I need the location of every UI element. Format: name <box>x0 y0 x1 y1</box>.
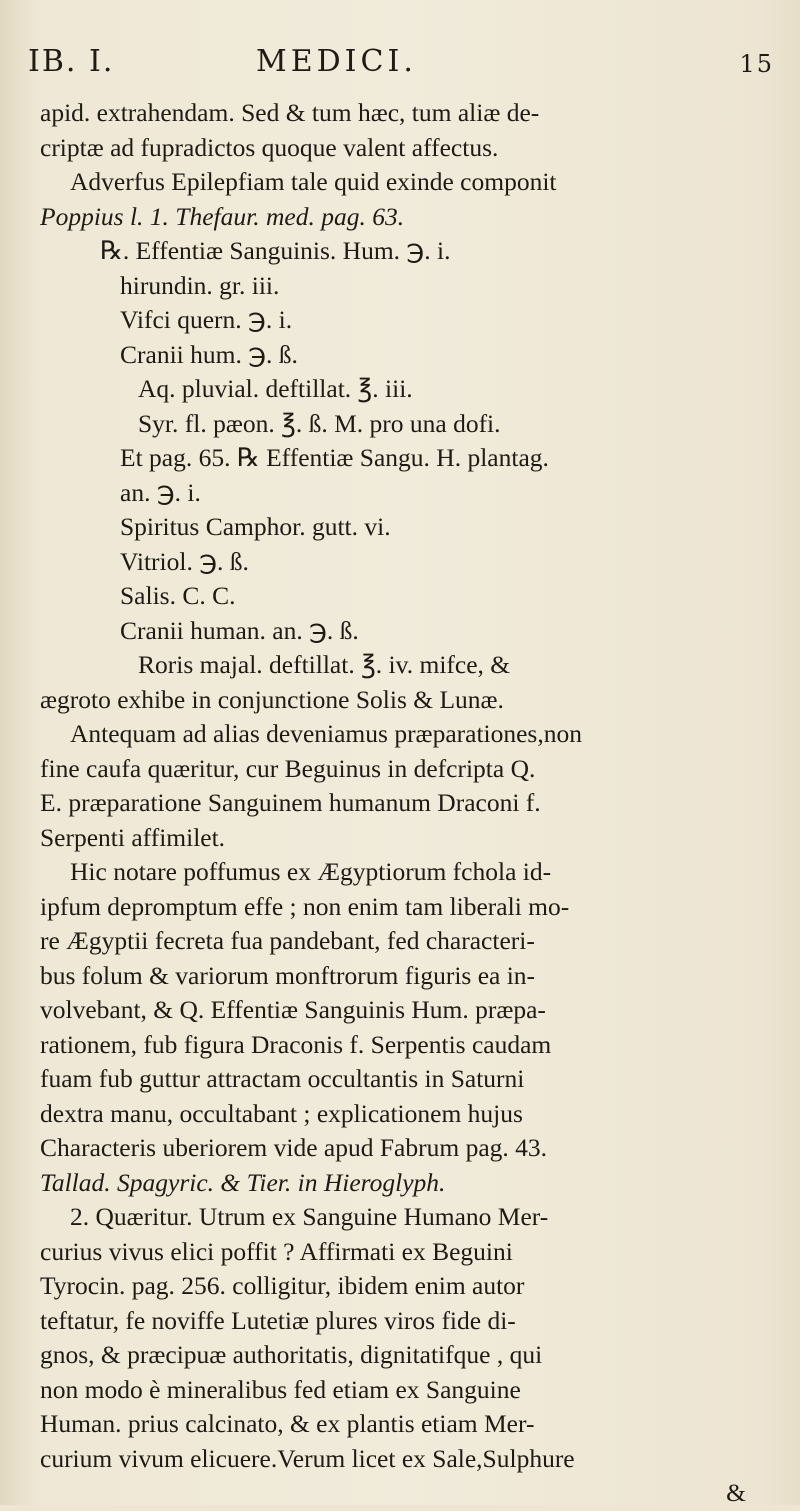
header-book-number: IB. I. <box>28 44 115 79</box>
text-line: criptæ ad fupradictos quoque valent affectus. <box>40 132 499 162</box>
text-line: Poppius l. 1. Thefaur. med. pag. 63. <box>40 201 405 231</box>
catchword: & <box>726 1478 746 1507</box>
text-line: hirundin. gr. iii. <box>120 270 280 300</box>
text-line: Serpenti affimilet. <box>40 822 226 852</box>
text-line: an. ℈. i. <box>120 477 201 507</box>
text-line: Human. prius calcinato, & ex plantis etiam Mer- <box>40 1409 535 1438</box>
text-line: re Ægyptii fecreta fua pandebant, fed characteri- <box>40 926 535 955</box>
text-line: curium vivum elicuere.Verum licet ex Sale,Sulphure <box>40 1443 575 1473</box>
text-line: E. præparatione Sanguinem humanum Draconi f. <box>40 788 541 817</box>
body-text <box>40 96 780 1511</box>
text-line: Spiritus Camphor. gutt. vi. <box>120 512 391 541</box>
text-line: Aq. pluvial. deftillat. ℥. iii. <box>138 374 413 403</box>
text-line: volvebant, & Q. Effentiæ Sanguinis Hum. præpa- <box>40 995 546 1024</box>
text-line: teftatur, fe noviffe Lutetiæ plures viros fide di- <box>40 1305 516 1335</box>
text-line: ℞. Effentiæ Sanguinis. Hum. ℈. i. <box>100 236 451 265</box>
text-line: Vifci quern. ℈. i. <box>120 305 293 334</box>
text-line: apid. extrahendam. Sed & tum hæc, tum aliæ de- <box>40 98 540 127</box>
text-line: 2. Quæritur. Utrum ex Sanguine Humano Mer- <box>70 1202 549 1231</box>
text-line: Tallad. Spagyric. & Tier. in Hieroglyph. <box>40 1167 446 1197</box>
text-line: Adverfus Epilepfiam tale quid exinde componit <box>70 167 557 196</box>
text-line: Cranii human. an. ℈. ß. <box>120 615 359 645</box>
text-line: Vitriol. ℈. ß. <box>120 546 249 576</box>
text-line: Tyrocin. pag. 256. colligitur, ibidem enim autor <box>40 1271 525 1300</box>
text-line: gnos, & præcipuæ authoritatis, dignitatifque , qui <box>40 1340 543 1369</box>
text-line: dextra manu, occultabant ; explicationem hujus <box>40 1098 523 1128</box>
text-line: non modo è mineralibus fed etiam ex Sanguine <box>40 1374 521 1404</box>
text-line: Antequam ad alias deveniamus præparationes,non <box>70 719 582 748</box>
text-line: Syr. fl. pæon. ℥. ß. M. pro una dofi. <box>138 408 501 438</box>
text-line: Et pag. 65. ℞ Effentiæ Sangu. H. plantag. <box>120 443 549 472</box>
text-line: fuam fub guttur attractam occultantis in Saturni <box>40 1064 525 1093</box>
text-line: fine caufa quæritur, cur Beguinus in defcripta Q. <box>40 753 536 783</box>
text-line: ipfum depromptum effe ; non enim tam liberali mo- <box>40 891 570 921</box>
text-line: Roris majal. deftillat. ℥. iv. mifce, & <box>138 650 511 679</box>
text-line: Salis. C. C. <box>120 581 236 610</box>
text-line: curius vivus elici poffit ? Affirmati ex Beguini <box>40 1236 513 1266</box>
text-line: Cranii hum. ℈. ß. <box>120 339 298 369</box>
header-title: MEDICI. <box>256 44 417 79</box>
text-line: Hic notare poffumus ex Ægyptiorum fchola id- <box>70 857 552 886</box>
running-header <box>28 44 788 88</box>
text-line: Characteris uberiorem vide apud Fabrum pag. 43. <box>40 1133 548 1162</box>
page-number: 15 <box>739 50 774 78</box>
text-line: ægroto exhibe in conjunctione Solis & Lunæ. <box>40 684 504 714</box>
text-line: rationem, fub figura Draconis f. Serpentis caudam <box>40 1029 552 1059</box>
text-line: bus folum & variorum monftrorum figuris ea in- <box>40 960 536 990</box>
